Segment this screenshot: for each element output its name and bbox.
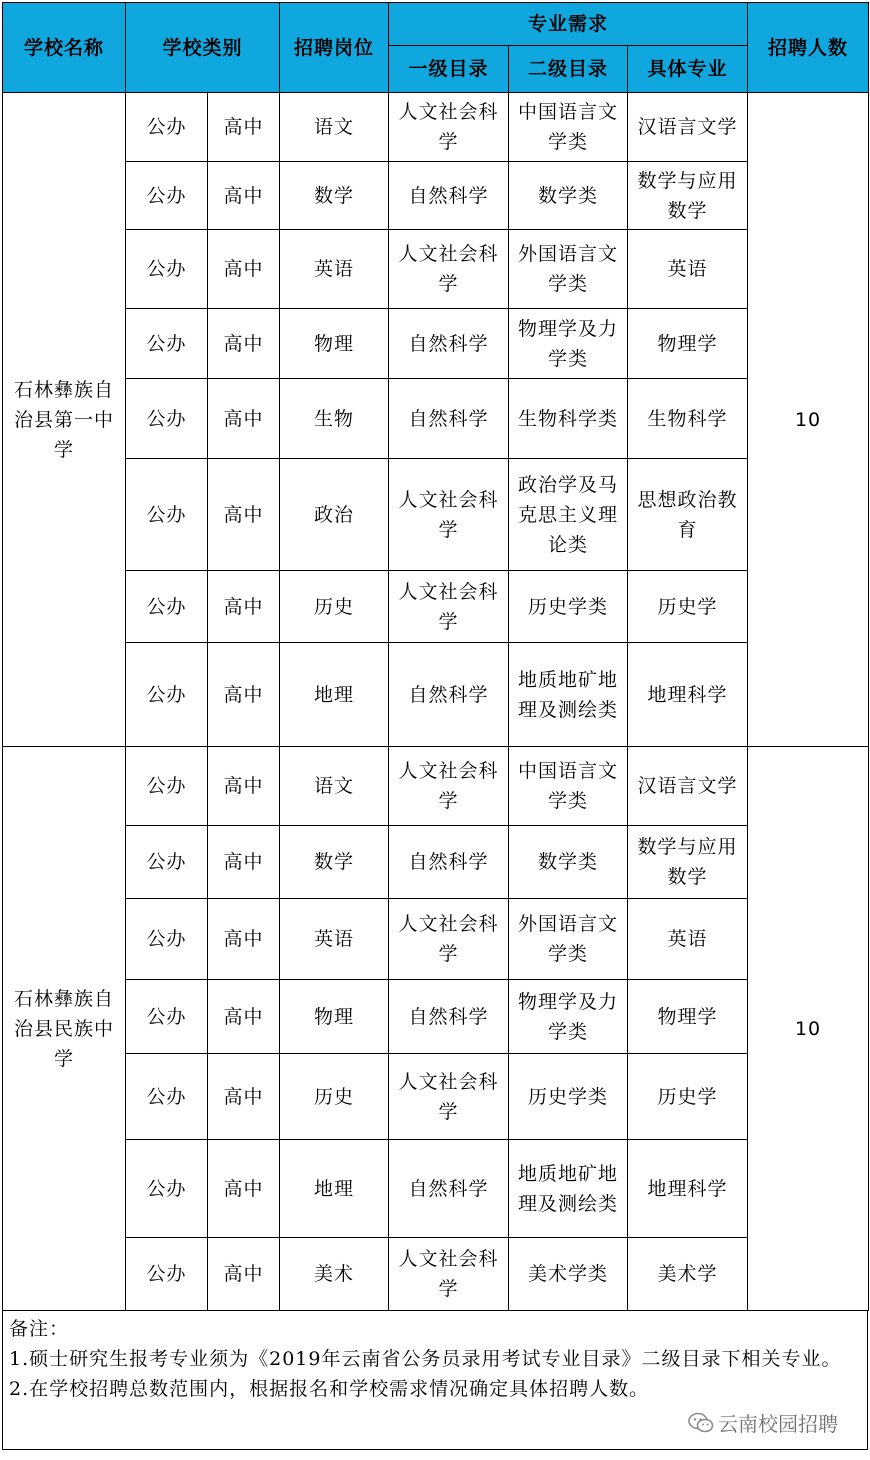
level1-catalog-cell: 自然科学 bbox=[389, 643, 509, 747]
position-cell: 英语 bbox=[280, 899, 389, 980]
school-type-cell: 公办 bbox=[126, 1238, 208, 1311]
table-row bbox=[3, 747, 869, 826]
school-level-cell: 高中 bbox=[208, 571, 280, 643]
school-name-cell: 石林彝族自治县第一中学 bbox=[3, 93, 126, 747]
header-school-name: 学校名称 bbox=[3, 3, 126, 93]
table-row bbox=[3, 1054, 869, 1140]
level2-catalog-cell: 中国语言文学类 bbox=[509, 747, 628, 826]
position-cell: 历史 bbox=[280, 1054, 389, 1140]
wechat-icon bbox=[688, 1412, 714, 1434]
school-level-cell: 高中 bbox=[208, 162, 280, 230]
school-level-cell: 高中 bbox=[208, 379, 280, 459]
school-level-cell: 高中 bbox=[208, 309, 280, 379]
notes-line-1: 1.硕士研究生报考专业须为《2019年云南省公务员录用考试专业目录》二级目录下相关专业。 bbox=[9, 1348, 842, 1370]
school-type-cell: 公办 bbox=[126, 93, 208, 162]
level1-catalog-cell: 自然科学 bbox=[389, 1140, 509, 1238]
header-major-requirement: 专业需求 bbox=[389, 3, 748, 46]
specific-major-cell: 物理学 bbox=[628, 980, 748, 1054]
specific-major-cell: 历史学 bbox=[628, 571, 748, 643]
position-cell: 历史 bbox=[280, 571, 389, 643]
watermark bbox=[688, 1408, 838, 1437]
notes-title: 备注： bbox=[9, 1318, 70, 1340]
position-cell: 英语 bbox=[280, 230, 389, 309]
specific-major-cell: 地理科学 bbox=[628, 1140, 748, 1238]
specific-major-cell: 数学与应用数学 bbox=[628, 162, 748, 230]
specific-major-cell: 历史学 bbox=[628, 1054, 748, 1140]
specific-major-cell: 数学与应用数学 bbox=[628, 826, 748, 899]
level1-catalog-cell: 自然科学 bbox=[389, 162, 509, 230]
position-cell: 语文 bbox=[280, 747, 389, 826]
school-type-cell: 公办 bbox=[126, 747, 208, 826]
table-row bbox=[3, 643, 869, 747]
level1-catalog-cell: 人文社会科学 bbox=[389, 1238, 509, 1311]
level1-catalog-cell: 自然科学 bbox=[389, 980, 509, 1054]
table-row bbox=[3, 93, 869, 162]
position-cell: 物理 bbox=[280, 980, 389, 1054]
position-cell: 地理 bbox=[280, 643, 389, 747]
school-level-cell: 高中 bbox=[208, 93, 280, 162]
specific-major-cell: 英语 bbox=[628, 230, 748, 309]
table-row bbox=[3, 899, 869, 980]
level1-catalog-cell: 自然科学 bbox=[389, 826, 509, 899]
table-row bbox=[3, 571, 869, 643]
school-level-cell: 高中 bbox=[208, 826, 280, 899]
position-cell: 物理 bbox=[280, 309, 389, 379]
school-type-cell: 公办 bbox=[126, 230, 208, 309]
level1-catalog-cell: 人文社会科学 bbox=[389, 230, 509, 309]
school-level-cell: 高中 bbox=[208, 459, 280, 571]
school-type-cell: 公办 bbox=[126, 379, 208, 459]
table-row bbox=[3, 1140, 869, 1238]
school-type-cell: 公办 bbox=[126, 1054, 208, 1140]
school-type-cell: 公办 bbox=[126, 1140, 208, 1238]
school-name-cell: 石林彝族自治县民族中学 bbox=[3, 747, 126, 1311]
level2-catalog-cell: 生物科学类 bbox=[509, 379, 628, 459]
level2-catalog-cell: 地质地矿地理及测绘类 bbox=[509, 643, 628, 747]
hire-count-cell: 10 bbox=[748, 93, 869, 747]
level1-catalog-cell: 人文社会科学 bbox=[389, 571, 509, 643]
level1-catalog-cell: 人文社会科学 bbox=[389, 899, 509, 980]
level2-catalog-cell: 数学类 bbox=[509, 826, 628, 899]
header-level1-catalog: 一级目录 bbox=[389, 46, 509, 93]
table-row bbox=[3, 309, 869, 379]
level1-catalog-cell: 自然科学 bbox=[389, 309, 509, 379]
specific-major-cell: 思想政治教育 bbox=[628, 459, 748, 571]
school-level-cell: 高中 bbox=[208, 230, 280, 309]
table-row bbox=[3, 980, 869, 1054]
level1-catalog-cell: 人文社会科学 bbox=[389, 459, 509, 571]
level2-catalog-cell: 物理学及力学类 bbox=[509, 980, 628, 1054]
level2-catalog-cell: 历史学类 bbox=[509, 571, 628, 643]
school-level-cell: 高中 bbox=[208, 643, 280, 747]
school-type-cell: 公办 bbox=[126, 162, 208, 230]
level1-catalog-cell: 自然科学 bbox=[389, 379, 509, 459]
school-type-cell: 公办 bbox=[126, 826, 208, 899]
school-type-cell: 公办 bbox=[126, 899, 208, 980]
table-row bbox=[3, 230, 869, 309]
school-type-cell: 公办 bbox=[126, 980, 208, 1054]
position-cell: 地理 bbox=[280, 1140, 389, 1238]
header-school-type: 学校类别 bbox=[126, 3, 280, 93]
header-hire-count: 招聘人数 bbox=[748, 3, 869, 93]
level2-catalog-cell: 中国语言文学类 bbox=[509, 93, 628, 162]
specific-major-cell: 生物科学 bbox=[628, 379, 748, 459]
level2-catalog-cell: 物理学及力学类 bbox=[509, 309, 628, 379]
level2-catalog-cell: 外国语言文学类 bbox=[509, 899, 628, 980]
table-row bbox=[3, 162, 869, 230]
level1-catalog-cell: 人文社会科学 bbox=[389, 93, 509, 162]
level1-catalog-cell: 人文社会科学 bbox=[389, 1054, 509, 1140]
position-cell: 政治 bbox=[280, 459, 389, 571]
specific-major-cell: 地理科学 bbox=[628, 643, 748, 747]
position-cell: 语文 bbox=[280, 93, 389, 162]
table-row bbox=[3, 826, 869, 899]
school-type-cell: 公办 bbox=[126, 309, 208, 379]
level2-catalog-cell: 美术学类 bbox=[509, 1238, 628, 1311]
specific-major-cell: 汉语言文学 bbox=[628, 747, 748, 826]
level2-catalog-cell: 外国语言文学类 bbox=[509, 230, 628, 309]
header-position: 招聘岗位 bbox=[280, 3, 389, 93]
watermark-text: 云南校园招聘 bbox=[718, 1412, 838, 1436]
header-level2-catalog: 二级目录 bbox=[509, 46, 628, 93]
school-level-cell: 高中 bbox=[208, 1140, 280, 1238]
specific-major-cell: 英语 bbox=[628, 899, 748, 980]
level2-catalog-cell: 地质地矿地理及测绘类 bbox=[509, 1140, 628, 1238]
school-level-cell: 高中 bbox=[208, 747, 280, 826]
table-row bbox=[3, 1238, 869, 1311]
level2-catalog-cell: 政治学及马克思主义理论类 bbox=[509, 459, 628, 571]
table-row bbox=[3, 379, 869, 459]
header-specific-major: 具体专业 bbox=[628, 46, 748, 93]
school-type-cell: 公办 bbox=[126, 459, 208, 571]
school-type-cell: 公办 bbox=[126, 643, 208, 747]
school-level-cell: 高中 bbox=[208, 980, 280, 1054]
position-cell: 数学 bbox=[280, 162, 389, 230]
school-level-cell: 高中 bbox=[208, 1238, 280, 1311]
table-body bbox=[3, 93, 869, 1311]
level2-catalog-cell: 历史学类 bbox=[509, 1054, 628, 1140]
recruitment-table bbox=[2, 2, 869, 1311]
specific-major-cell: 物理学 bbox=[628, 309, 748, 379]
hire-count-cell: 10 bbox=[748, 747, 869, 1311]
position-cell: 生物 bbox=[280, 379, 389, 459]
school-level-cell: 高中 bbox=[208, 899, 280, 980]
position-cell: 美术 bbox=[280, 1238, 389, 1311]
notes-line-2: 2.在学校招聘总数范围内，根据报名和学校需求情况确定具体招聘人数。 bbox=[9, 1378, 650, 1400]
school-level-cell: 高中 bbox=[208, 1054, 280, 1140]
specific-major-cell: 美术学 bbox=[628, 1238, 748, 1311]
position-cell: 数学 bbox=[280, 826, 389, 899]
level1-catalog-cell: 人文社会科学 bbox=[389, 747, 509, 826]
level2-catalog-cell: 数学类 bbox=[509, 162, 628, 230]
table-row bbox=[3, 459, 869, 571]
school-type-cell: 公办 bbox=[126, 571, 208, 643]
specific-major-cell: 汉语言文学 bbox=[628, 93, 748, 162]
